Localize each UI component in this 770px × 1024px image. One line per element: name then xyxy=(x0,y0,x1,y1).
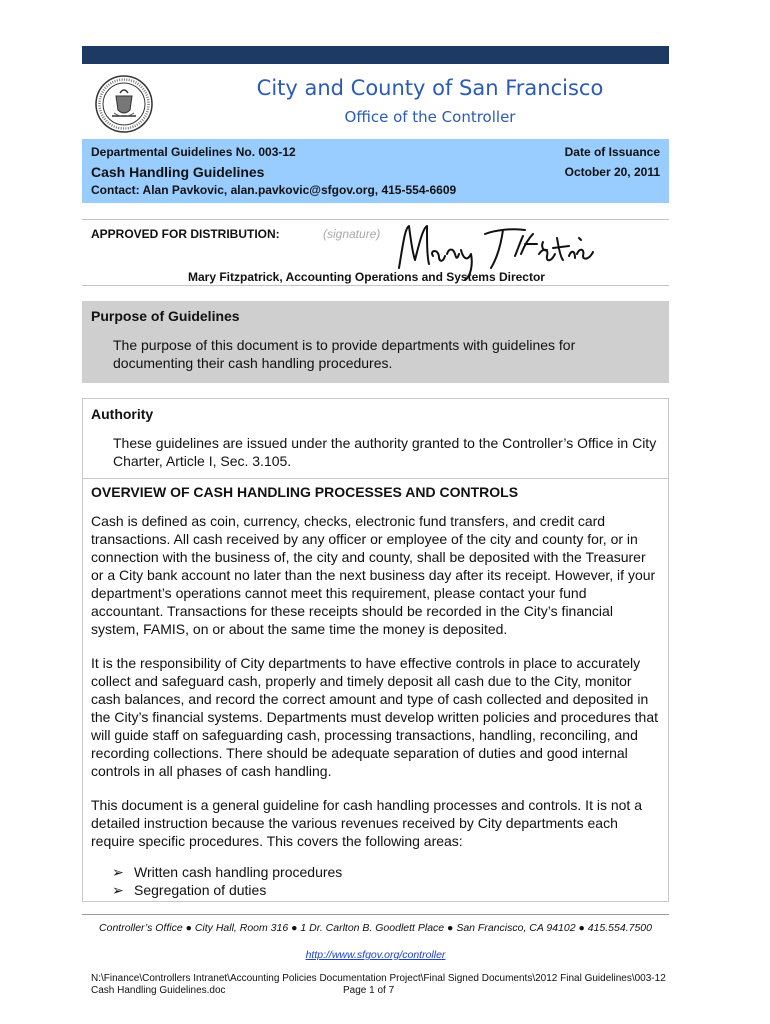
authority-text: These guidelines are issued under the authority granted to the Controller’s Office in City Charter, Article I, Sec. 3.105. xyxy=(113,435,657,469)
guideline-info-box xyxy=(82,139,669,203)
coverage-list xyxy=(112,863,342,899)
divider xyxy=(83,478,668,479)
divider xyxy=(82,285,669,286)
issuance-date: October 20, 2011 xyxy=(564,165,660,179)
page-title: City and County of San Francisco xyxy=(256,76,604,100)
guideline-title: Cash Handling Guidelines xyxy=(91,164,265,180)
footer-file-path: N:\Finance\Controllers Intranet\Accounting Policies Documentation Project\Final Signed Documents\2012 Final Guidelines\003-12 xyxy=(91,973,666,984)
arrow-bullet-icon: ➢ xyxy=(112,864,124,880)
overview-heading: OVERVIEW OF CASH HANDLING PROCESSES AND CONTROLS xyxy=(91,484,519,500)
list-item-text: Segregation of duties xyxy=(134,882,267,898)
footer-filename: Cash Handling Guidelines.doc xyxy=(91,985,226,996)
page-subtitle: Office of the Controller xyxy=(344,108,516,126)
purpose-section xyxy=(82,301,669,383)
footer-address: Controller’s Office ● City Hall, Room 316 ● 1 Dr. Carlton B. Goodlett Place ● San Francisco, CA 94102 ● 415.554.7500 xyxy=(99,922,652,934)
list-item xyxy=(112,881,342,899)
header-banner xyxy=(82,46,669,64)
city-seal-icon xyxy=(94,74,154,134)
list-item-text: Written cash handling procedures xyxy=(134,864,343,880)
footer-link[interactable]: http://www.sfgov.org/controller xyxy=(305,949,446,961)
overview-paragraph-3: This document is a general guideline for cash handling processes and controls. It is not a detailed instruction because the various revenues received by City departments each require specific procedures. This covers the following areas: xyxy=(91,797,642,849)
overview-paragraph-2: It is the responsibility of City departments to have effective controls in place to accurately collect and safeguard cash, properly and timely deposit all cash due to the City, monitor cash balances, and record the correct amount and type of cash collected and deposited in the City’s financial systems. Departments must develop written policies and procedures that will guide staff on safeguarding cash, processing transactions, handling, reconciling, and recording collections. There should be adequate separation of duties and good internal controls in all phases of cash handling. xyxy=(91,655,659,779)
purpose-heading: Purpose of Guidelines xyxy=(91,308,240,324)
guideline-number: Departmental Guidelines No. 003-12 xyxy=(91,145,296,159)
signatory-name: Mary Fitzpatrick, Accounting Operations and Systems Director xyxy=(188,270,545,284)
page-number: Page 1 of 7 xyxy=(343,985,395,996)
guideline-contact: Contact: Alan Pavkovic, alan.pavkovic@sfgov.org, 415-554-6609 xyxy=(91,183,457,197)
authority-heading: Authority xyxy=(91,406,154,422)
purpose-text: The purpose of this document is to provide departments with guidelines for documenting their cash handling procedures. xyxy=(113,337,576,371)
approval-label: APPROVED FOR DISTRIBUTION: xyxy=(91,227,280,241)
list-item xyxy=(112,863,342,881)
footer-divider xyxy=(82,914,669,915)
overview-paragraph-1: Cash is defined as coin, currency, checks, electronic fund transfers, and credit card transactions. All cash received by any officer or employee of the city and county for, or in connection with the business of, the city and county, shall be deposited with the Treasurer or a City bank account no later than the next business day after its receipt. However, if your department’s operations cannot meet this requirement, please contact your fund accountant. Transactions for these receipts should be recorded in the City’s financial system, FAMIS, on or about the same time the money is deposited. xyxy=(91,513,656,637)
arrow-bullet-icon: ➢ xyxy=(112,882,124,898)
signature-placeholder: (signature) xyxy=(323,227,381,241)
issuance-label: Date of Issuance xyxy=(564,145,660,159)
